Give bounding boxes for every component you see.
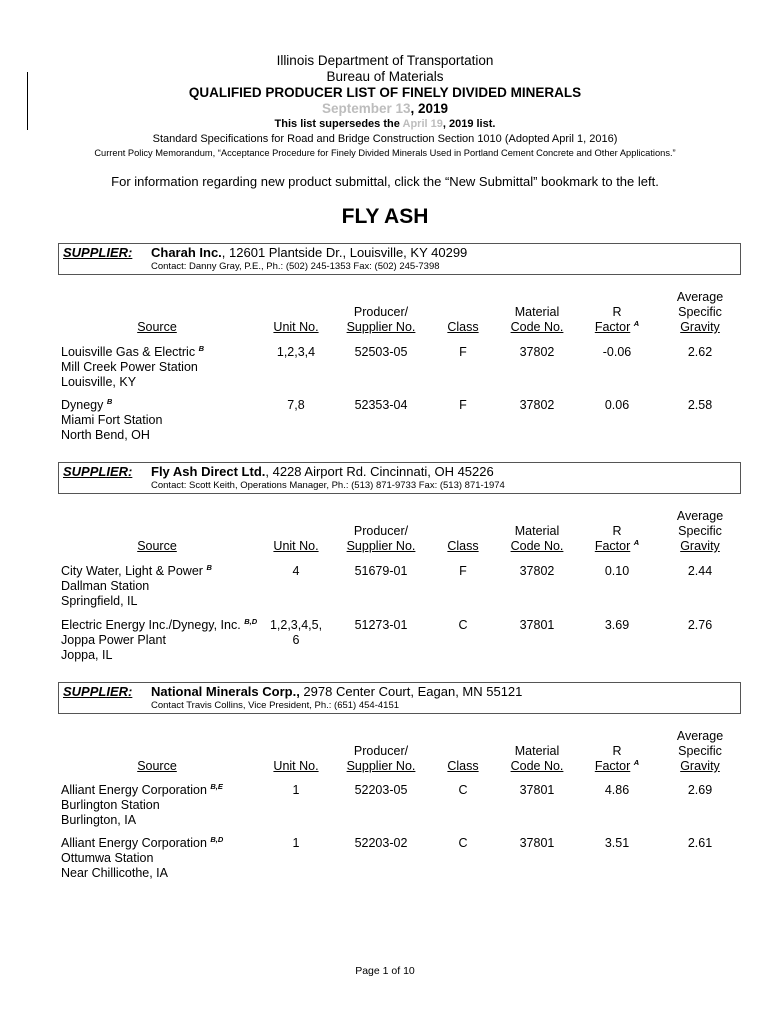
supplier-contact: Contact: Scott Keith, Operations Manager, Ph.: (513) 871-9733 Fax: (513) 871-1974 (151, 480, 505, 491)
supplier-address: 2978 Center Court, Eagan, MN 55121 (299, 684, 523, 699)
document-date (0, 101, 770, 116)
r-factor: -0.06 (602, 345, 632, 359)
source-station: Joppa Power Plant (61, 633, 166, 647)
source-footnote: B (106, 397, 113, 406)
supersedes-prefix: This list supersedes the (274, 118, 403, 130)
producer-no: 51273-01 (354, 618, 408, 632)
col-source: Source (137, 320, 177, 334)
material-code: 37802 (519, 564, 555, 578)
col-gravity-line3: Gravity (680, 539, 720, 553)
producer-no: 52503-05 (354, 345, 408, 359)
class-value: C (458, 836, 468, 850)
r-factor: 3.51 (604, 836, 630, 850)
supersedes-suffix: , 2019 list. (442, 118, 496, 130)
col-r-factor: Factor (594, 539, 631, 553)
supplier-company: Charah Inc. (151, 245, 222, 260)
material-code: 37802 (519, 398, 555, 412)
specific-gravity: 2.62 (687, 345, 713, 359)
col-r-line1: R (612, 524, 622, 538)
supplier-contact: Contact Travis Collins, Vice President, Ph.: (651) 454-4151 (151, 700, 400, 711)
specific-gravity: 2.58 (687, 398, 713, 412)
col-gravity-line2: Specific (678, 744, 722, 758)
source-station: Miami Fort Station (61, 413, 163, 427)
col-class: Class (447, 759, 479, 773)
supplier-label: SUPPLIER: (63, 684, 133, 699)
unit-no: 1 (292, 783, 300, 797)
col-r-factor: Factor (594, 759, 631, 773)
col-material-line1: Material (514, 524, 560, 538)
source-company: City Water, Light & Power (61, 564, 207, 578)
supersedes-note (0, 118, 770, 130)
material-code: 37802 (519, 345, 555, 359)
producer-no: 51679-01 (354, 564, 408, 578)
col-gravity-line1: Average (676, 729, 724, 743)
col-class: Class (447, 539, 479, 553)
col-producer-line2: Supplier No. (346, 759, 416, 773)
source-name (61, 836, 223, 851)
document-title: QUALIFIED PRODUCER LIST OF FINELY DIVIDED MINERALS (188, 85, 582, 100)
unit-no: 7,8 (287, 398, 305, 412)
source-name (61, 564, 212, 579)
specific-gravity: 2.69 (687, 783, 713, 797)
source-station: Dallman Station (61, 579, 150, 593)
date-year: , 2019 (410, 101, 449, 116)
col-producer-line1: Producer/ (353, 524, 409, 538)
source-location: Burlington, IA (61, 813, 137, 827)
col-gravity-line2: Specific (678, 305, 722, 319)
col-r-line1: R (612, 744, 622, 758)
supplier-company: National Minerals Corp., (151, 684, 300, 699)
source-location: Springfield, IL (61, 594, 138, 608)
source-location: Near Chillicothe, IA (61, 866, 168, 880)
class-value: C (458, 618, 468, 632)
source-name (61, 783, 223, 798)
source-company: Alliant Energy Corporation (61, 836, 211, 850)
producer-no: 52203-02 (354, 836, 408, 850)
supplier-box (58, 243, 741, 275)
source-company: Electric Energy Inc./Dynegy, Inc. (61, 618, 245, 632)
specific-gravity: 2.76 (687, 618, 713, 632)
class-value: F (459, 398, 467, 412)
section-title: FLY ASH (341, 205, 429, 228)
source-company: Dynegy (61, 398, 107, 412)
supplier-label: SUPPLIER: (63, 245, 133, 260)
supplier-contact: Contact: Danny Gray, P.E., Ph.: (502) 245-1353 Fax: (502) 245-7398 (151, 261, 440, 272)
class-value: C (458, 783, 468, 797)
col-r-line2 (582, 759, 652, 774)
col-r-line1: R (612, 305, 622, 319)
supplier-name (151, 684, 522, 699)
supplier-name (151, 464, 494, 479)
material-code: 37801 (519, 783, 555, 797)
supplier-box (58, 682, 741, 714)
source-company: Alliant Energy Corporation (61, 783, 211, 797)
col-source: Source (137, 759, 177, 773)
col-material-line2: Code No. (510, 539, 564, 553)
submittal-info: For information regarding new product submittal, click the “New Submittal” bookmark to the left. (111, 174, 659, 189)
page-number: Page 1 of 10 (355, 965, 415, 977)
supplier-label: SUPPLIER: (63, 464, 133, 479)
col-gravity-line3: Gravity (680, 759, 720, 773)
r-factor: 0.10 (604, 564, 630, 578)
material-code: 37801 (519, 836, 555, 850)
supersedes-date: April 19 (402, 118, 443, 130)
col-unit-no: Unit No. (273, 759, 319, 773)
col-r-line2 (582, 320, 652, 335)
material-code: 37801 (519, 618, 555, 632)
specific-gravity: 2.44 (687, 564, 713, 578)
source-footnote: B (206, 563, 212, 572)
col-source: Source (137, 539, 177, 553)
col-producer-line2: Supplier No. (346, 539, 416, 553)
unit-no-continued: 6 (292, 633, 300, 647)
col-material-line2: Code No. (510, 320, 564, 334)
supplier-address: , 4228 Airport Rd. Cincinnati, OH 45226 (265, 464, 494, 479)
source-footnote: B (198, 344, 204, 353)
col-gravity-line1: Average (676, 509, 724, 523)
producer-no: 52353-04 (354, 398, 408, 412)
source-station: Ottumwa Station (61, 851, 154, 865)
col-gravity-line3: Gravity (680, 320, 720, 334)
source-location: Louisville, KY (61, 375, 137, 389)
col-gravity-line1: Average (676, 290, 724, 304)
policy-memo: Current Policy Memorandum, “Acceptance Procedure for Finely Divided Minerals Used in Portland Cement Concrete and Other Applications.” (94, 148, 676, 158)
source-station: Mill Creek Power Station (61, 360, 198, 374)
col-producer-line1: Producer/ (353, 305, 409, 319)
r-factor: 4.86 (604, 783, 630, 797)
col-r-footnote: A (633, 538, 640, 547)
specific-gravity: 2.61 (687, 836, 713, 850)
col-material-line1: Material (514, 305, 560, 319)
col-gravity-line2: Specific (678, 524, 722, 538)
col-producer-line1: Producer/ (353, 744, 409, 758)
source-name (61, 398, 112, 413)
col-r-footnote: A (633, 319, 640, 328)
col-material-line2: Code No. (510, 759, 564, 773)
supplier-address: , 12601 Plantside Dr., Louisville, KY 40299 (221, 245, 468, 260)
spec-reference: Standard Specifications for Road and Bridge Construction Section 1010 (Adopted April 1, 2016) (152, 133, 618, 145)
source-location: Joppa, IL (61, 648, 113, 662)
source-company: Louisville Gas & Electric (61, 345, 199, 359)
unit-no: 1,2,3,4 (276, 345, 316, 359)
unit-no: 1 (292, 836, 300, 850)
class-value: F (459, 564, 467, 578)
agency-name: Illinois Department of Transportation (276, 53, 494, 68)
date-month-day: September 13 (321, 101, 411, 116)
source-footnote: B,D (244, 617, 258, 626)
col-r-line2 (582, 539, 652, 554)
supplier-box (58, 462, 741, 494)
col-unit-no: Unit No. (273, 539, 319, 553)
r-factor: 3.69 (604, 618, 630, 632)
col-unit-no: Unit No. (273, 320, 319, 334)
col-r-factor: Factor (594, 320, 631, 334)
col-class: Class (447, 320, 479, 334)
r-factor: 0.06 (604, 398, 630, 412)
class-value: F (459, 345, 467, 359)
producer-no: 52203-05 (354, 783, 408, 797)
supplier-company: Fly Ash Direct Ltd. (151, 464, 266, 479)
col-producer-line2: Supplier No. (346, 320, 416, 334)
unit-no: 1,2,3,4,5, (269, 618, 323, 632)
col-material-line1: Material (514, 744, 560, 758)
source-footnote: B,D (210, 835, 224, 844)
source-station: Burlington Station (61, 798, 160, 812)
source-name (61, 345, 204, 360)
bureau-name: Bureau of Materials (326, 69, 444, 84)
unit-no: 4 (292, 564, 300, 578)
source-location: North Bend, OH (61, 428, 150, 442)
col-r-footnote: A (633, 758, 640, 767)
supplier-name (151, 245, 467, 260)
source-name (61, 618, 257, 633)
source-footnote: B,E (210, 782, 223, 791)
